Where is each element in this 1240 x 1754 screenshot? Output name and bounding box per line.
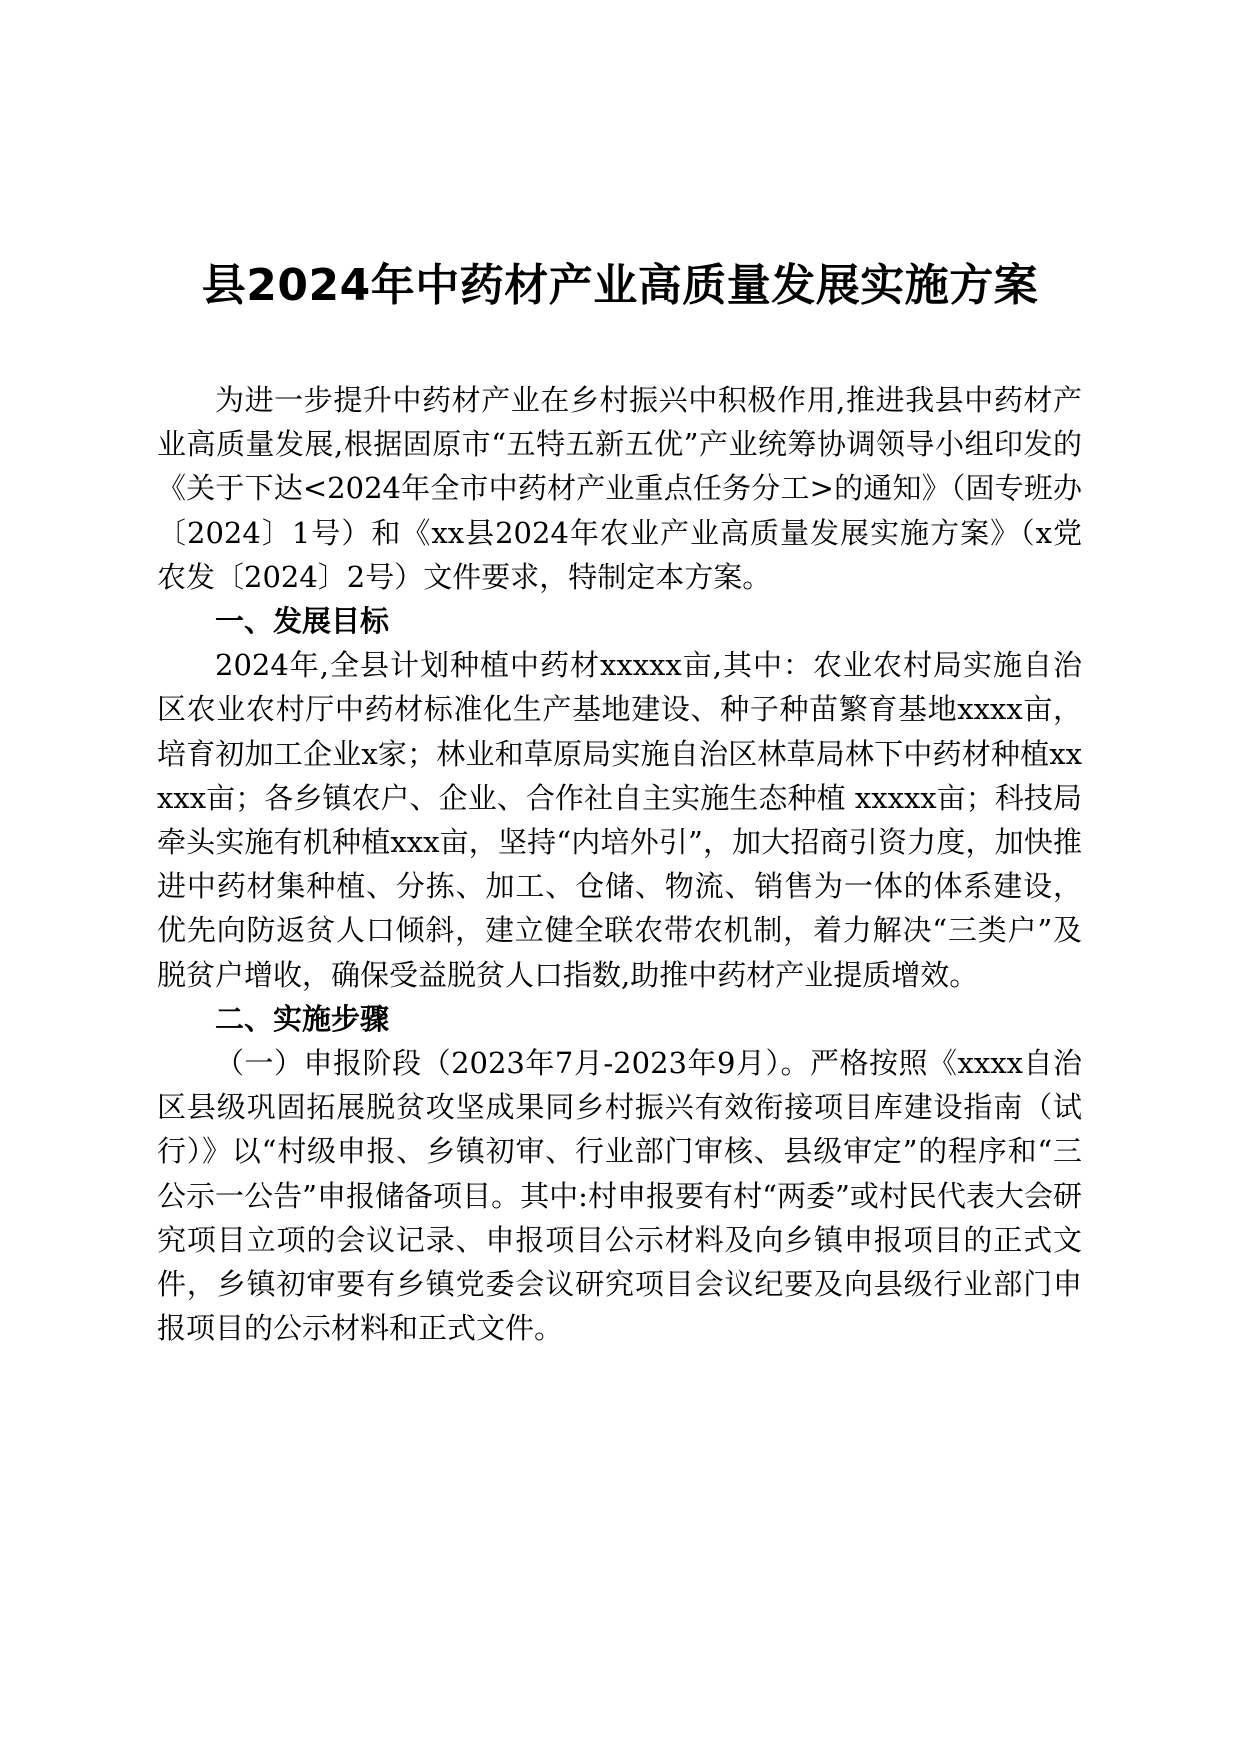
steps-paragraph: （一）申报阶段（2023年7月-2023年9月）。严格按照《xxxx自治区县级巩固拓展脱贫攻坚成果同乡村振兴有效衔接项目库建设指南（试行）》以“村级申报、乡镇初审、行业部门审核、县级审定”的程序和“三公示一公告”申报储备项目。其中:村申报要有村“两委”或村民代表大会研究项目立项的会议记录、申报项目公示材料及向乡镇申报项目的正式文件，乡镇初审要有乡镇党委会议研究项目会议纪要及向县级行业部门申报项目的公示材料和正式文件。 [157,1046,1082,1346]
document-body [157,378,1082,1350]
goals-paragraph: 2024年,全县计划种植中药材xxxxx亩,其中：农业农村局实施自治区农业农村厅中药材标准化生产基地建设、种子种苗繁育基地xxxx亩，培育初加工企业x家；林业和草原局实施自治区林草局林下中药材种植xxxxx亩；各乡镇农户、企业、合作社自主实施生态种植 xxxxx亩；科技局牵头实施有机种植xxx亩，坚持“内培外引”，加大招商引资力度，加快推进中药材集种植、分拣、加工、仓储、物流、销售为一体的体系建设，优先向防返贫人口倾斜，建立健全联农带农机制，着力解决“三类户”及脱贫户增收，确保受益脱贫人口指数,助推中药材产业提质增效。 [157,648,1082,992]
section-heading-goals: 一、发展目标 [215,604,390,639]
document-title: 县2024年中药材产业高质量发展实施方案 [201,260,1039,311]
intro-paragraph: 为进一步提升中药材产业在乡村振兴中积极作用,推进我县中药材产业高质量发展,根据固原市“五特五新五优”产业统筹协调领导小组印发的《关于下达<2024年全市中药材产业重点任务分工>的通知》（固专班办〔2024〕1号）和《xx县2024年农业产业高质量发展实施方案》（x党农发〔2024〕2号）文件要求，特制定本方案。 [157,383,1082,594]
section-heading-steps: 二、实施步骤 [215,1001,390,1036]
